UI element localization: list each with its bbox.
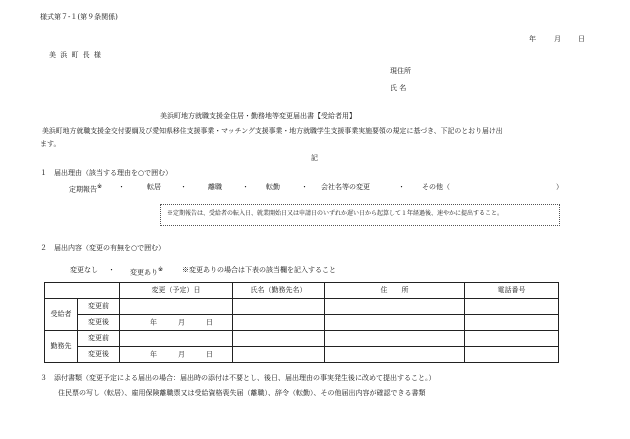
workplace-after-date-cell[interactable] [120, 347, 233, 363]
reason-company-name-change: 会社名等の変更 [321, 183, 370, 191]
reason-rishoku: 離職 [208, 183, 222, 191]
header-phone: 電話番号 [465, 283, 559, 299]
recipient-after-address-cell[interactable] [325, 315, 465, 331]
applicant-address-label: 現住所 [390, 67, 411, 75]
form-number: 様式第７-１(第９条関係) [40, 13, 118, 21]
date-month-label: 月 [178, 318, 185, 326]
header-name: 氏名（勤務先名） [233, 283, 325, 299]
row-label-after: 変更後 [78, 347, 120, 363]
option-dot: ・ [108, 266, 115, 274]
header-address: 住 所 [325, 283, 465, 299]
workplace-before-date-cell[interactable] [120, 331, 233, 347]
date-year-label: 年 [150, 318, 157, 326]
intro-text-line1: 美浜町地方就職支援金交付要綱及び愛知県移住支援事業・マッチング支援事業・地方就職学生支援事業実施要領の規定に基づき、下記のとおり届け出 [42, 127, 503, 135]
table-header-row [45, 283, 559, 299]
workplace-after-phone-cell[interactable] [465, 347, 559, 363]
table-row [45, 299, 559, 315]
reason-tenkyo: 転居 [147, 183, 161, 191]
reason-tenkin: 転勤 [266, 183, 280, 191]
reason-dot: ・ [118, 183, 125, 191]
reason-dot: ・ [180, 183, 187, 191]
recipient-after-date-cell[interactable] [120, 315, 233, 331]
row-label-before: 変更前 [78, 299, 120, 315]
group-recipient-label: 受給者 [45, 299, 78, 331]
reason-teiki: 定期報告※ [69, 183, 103, 194]
row-label-after: 変更後 [78, 315, 120, 331]
reason-other: その他（ [422, 183, 450, 191]
addressee: 美 浜 町 長 様 [49, 51, 102, 59]
has-change-option: 変更あり※ [130, 266, 164, 277]
date-year-label: 年 [150, 350, 157, 358]
date-day-label: 日 [206, 318, 213, 326]
recipient-before-date-cell[interactable] [120, 299, 233, 315]
workplace-before-name-cell[interactable] [233, 331, 325, 347]
workplace-before-phone-cell[interactable] [465, 331, 559, 347]
regular-report-note: ※定期報告は、受給者の転入日、就業開始日又は申請日のいずれか遅い日から起算して１年経過後、速やかに提出すること。 [167, 210, 504, 217]
date-day-label: 日 [206, 350, 213, 358]
reason-dot: ・ [242, 183, 249, 191]
ki-heading: 記 [311, 154, 318, 162]
reason-dot: ・ [398, 183, 405, 191]
workplace-after-address-cell[interactable] [325, 347, 465, 363]
table-row [45, 331, 559, 347]
table-header-blank [45, 283, 120, 299]
no-change-option: 変更なし [70, 266, 98, 274]
group-workplace-label: 勤務先 [45, 331, 78, 363]
reason-teiki-mark: ※ [97, 183, 103, 190]
applicant-name-label: 氏 名 [390, 84, 407, 92]
workplace-before-address-cell[interactable] [325, 331, 465, 347]
recipient-before-address-cell[interactable] [325, 299, 465, 315]
section2-heading: ２ 届出内容（変更の有無を○で囲む） [40, 244, 166, 252]
has-change-mark: ※ [158, 266, 164, 273]
date-month-label: 月 [554, 35, 561, 43]
table-row [45, 315, 559, 331]
date-month-label: 月 [178, 350, 185, 358]
intro-text-line2: ます。 [40, 140, 61, 148]
row-label-before: 変更前 [78, 331, 120, 347]
change-instruction: ※変更ありの場合は下表の該当欄を記入すること [182, 266, 336, 274]
date-year-label: 年 [529, 35, 536, 43]
reason-other-close: ） [556, 183, 563, 191]
change-details-table [44, 282, 559, 363]
reason-dot: ・ [301, 183, 308, 191]
recipient-after-name-cell[interactable] [233, 315, 325, 331]
section1-heading: １ 届出理由（該当する理由を○で囲む） [40, 169, 173, 177]
table-row [45, 347, 559, 363]
recipient-before-name-cell[interactable] [233, 299, 325, 315]
workplace-after-name-cell[interactable] [233, 347, 325, 363]
date-day-label: 日 [578, 35, 585, 43]
recipient-after-phone-cell[interactable] [465, 315, 559, 331]
recipient-before-phone-cell[interactable] [465, 299, 559, 315]
section3-heading: ３ 添付書類（変更予定による届出の場合：届出時の添付は不要とし、後日、届出理由の事実発生後に改めて提出すること。） [40, 374, 436, 382]
header-change-date: 変更（予定）日 [120, 283, 233, 299]
document-title: 美浜町地方就職支援金住居・勤務地等変更届出書【受給者用】 [160, 112, 356, 120]
attachments-list: 住民票の写し（転居）、雇用保険離職票又は受給資格喪失届（離職）、辞令（転勤）、その他届出内容が確認できる書類 [58, 389, 426, 397]
